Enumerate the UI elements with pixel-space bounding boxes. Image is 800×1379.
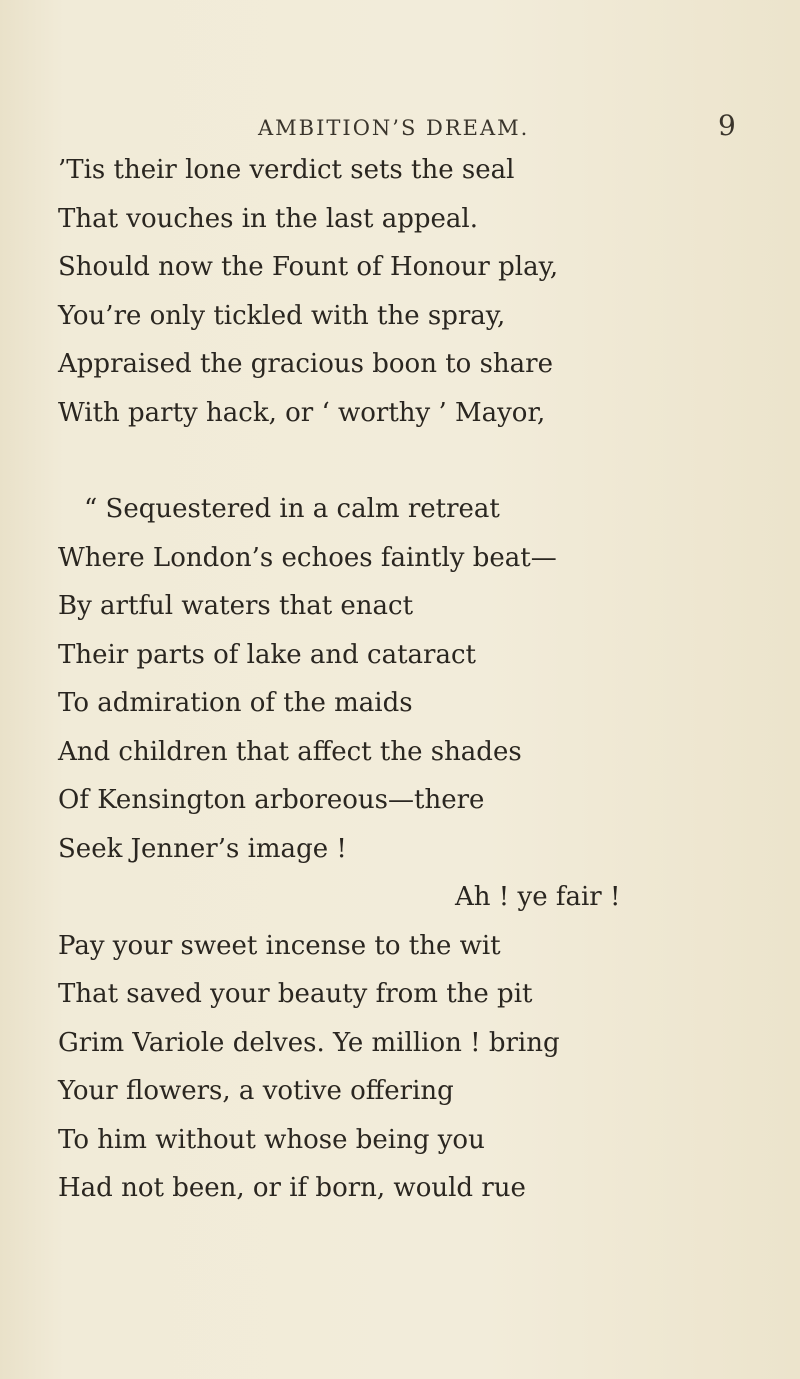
verse-line: To admiration of the maids xyxy=(58,688,413,718)
verse-line: With party hack, or ‘ worthy ’ Mayor, xyxy=(58,397,546,428)
verse-line: ’Tis their lone verdict sets the seal xyxy=(58,155,515,185)
verse-line: Had not been, or if born, would rue xyxy=(58,1173,526,1203)
verse-line: Where London’s echoes faintly beat— xyxy=(58,542,557,573)
verse-line: By artful waters that enact xyxy=(58,591,414,621)
page-number: 9 xyxy=(718,109,736,142)
verse-line: Ah ! ye fair ! xyxy=(455,882,621,912)
poem-verse xyxy=(58,146,788,1213)
verse-line: That vouches in the last appeal. xyxy=(58,203,478,234)
verse-line: Should now the Fount of Honour play, xyxy=(58,252,559,282)
running-head: AMBITION’S DREAM. xyxy=(258,116,530,140)
verse-line: Your flowers, a votive offering xyxy=(58,1076,454,1106)
verse-line: Of Kensington arboreous—there xyxy=(58,785,485,815)
verse-line: And children that affect the shades xyxy=(58,736,522,767)
verse-line: That saved your beauty from the pit xyxy=(58,979,533,1009)
verse-line: Grim Variole delves. Ye million ! bring xyxy=(58,1027,560,1058)
stanza-break xyxy=(58,437,788,485)
verse-line: Pay your sweet incense to the wit xyxy=(58,930,501,961)
verse-line: To him without whose being you xyxy=(58,1124,485,1155)
verse-line: Appraised the gracious boon to share xyxy=(58,349,553,379)
verse-line: “ Sequestered in a calm retreat xyxy=(84,494,500,524)
verse-line: Their parts of lake and cataract xyxy=(58,639,476,670)
verse-line: Seek Jenner’s image ! xyxy=(58,833,347,864)
verse-line: You’re only tickled with the spray, xyxy=(58,300,506,331)
